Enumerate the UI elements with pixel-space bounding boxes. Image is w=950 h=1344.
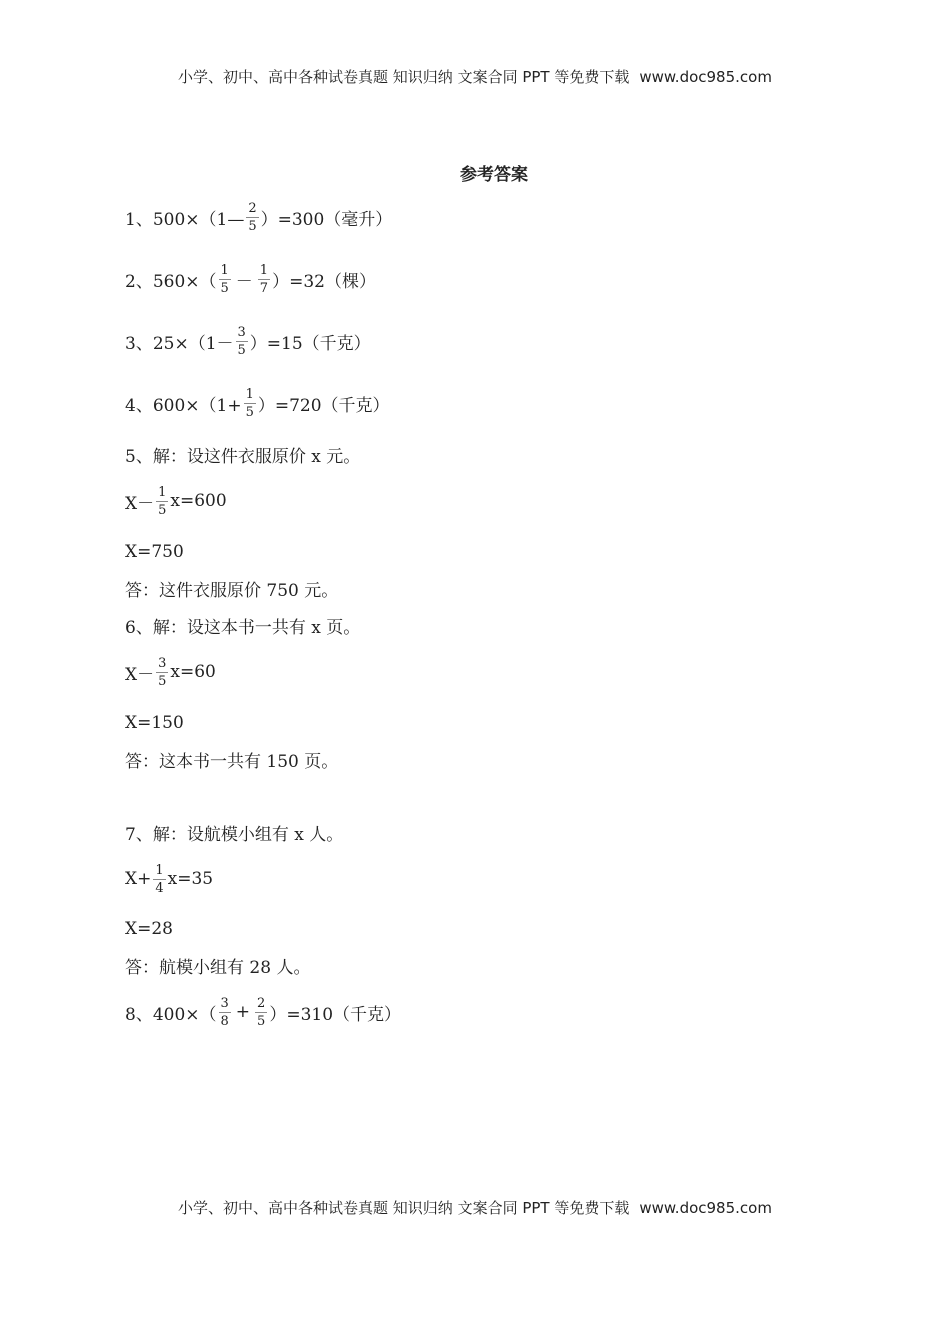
header-site: www.doc985.com	[639, 68, 772, 86]
answer-6-conclusion: 答：这本书一共有 150 页。	[125, 751, 339, 772]
answer-6-result: X=150	[125, 713, 184, 733]
footer-text: 小学、初中、高中各种试卷真题 知识归纳 文案合同 PPT 等免费下载	[178, 1199, 630, 1217]
answer-6-intro: 6、解：设这本书一共有 x 页。	[125, 617, 361, 638]
answer-3: 3、25×（1－ $\frac{3}{5}$ ）=15（千克）	[125, 324, 371, 358]
answer-7-equation: X+ $\frac{1}{4}$ x=35	[125, 862, 214, 896]
fraction: $\frac{3}{5}$	[158, 655, 167, 689]
answer-6-equation: X－ $\frac{3}{5}$ x=60	[125, 655, 216, 689]
fraction: $\frac{1}{5}$	[245, 386, 254, 420]
fraction: $\frac{1}{5}$	[158, 484, 167, 518]
footer-site: www.doc985.com	[639, 1199, 772, 1217]
page-footer	[0, 1197, 950, 1218]
answer-4: 4、600×（1+ $\frac{1}{5}$ ）=720（千克）	[125, 386, 390, 420]
fraction: $\frac{1}{7}$	[259, 262, 269, 296]
answer-7-intro: 7、解：设航模小组有 x 人。	[125, 824, 344, 845]
page-title: 参考答案	[460, 165, 528, 185]
answer-7-result: X=28	[125, 919, 173, 939]
answer-5-result: X=750	[125, 542, 184, 562]
answer-5-conclusion: 答：这件衣服原价 750 元。	[125, 580, 339, 601]
fraction: $\frac{2}{5}$	[248, 200, 257, 234]
fraction: $\frac{1}{5}$	[220, 262, 229, 296]
header-text: 小学、初中、高中各种试卷真题 知识归纳 文案合同 PPT 等免费下载	[178, 68, 630, 86]
answer-8: 8、400×（ $\frac{3}{8}$ + $\frac{2}{5}$ ）=310（千克）	[125, 995, 402, 1029]
fraction: $\frac{1}{4}$	[155, 862, 164, 896]
answer-7-conclusion: 答：航模小组有 28 人。	[125, 957, 311, 978]
page-header	[0, 66, 950, 87]
answer-1: 1、500×（1— $\frac{2}{5}$ ）=300（毫升）	[125, 200, 393, 234]
fraction: $\frac{2}{5}$	[257, 995, 266, 1029]
answer-5-intro: 5、解：设这件衣服原价 x 元。	[125, 446, 361, 467]
answer-2: 2、560×（ $\frac{1}{5}$ － $\frac{1}{7}$ ）=32（棵）	[125, 262, 376, 296]
answer-5-equation: X－ $\frac{1}{5}$ x=600	[125, 484, 227, 518]
fraction: $\frac{3}{5}$	[237, 324, 246, 358]
fraction: $\frac{3}{8}$	[220, 995, 229, 1029]
